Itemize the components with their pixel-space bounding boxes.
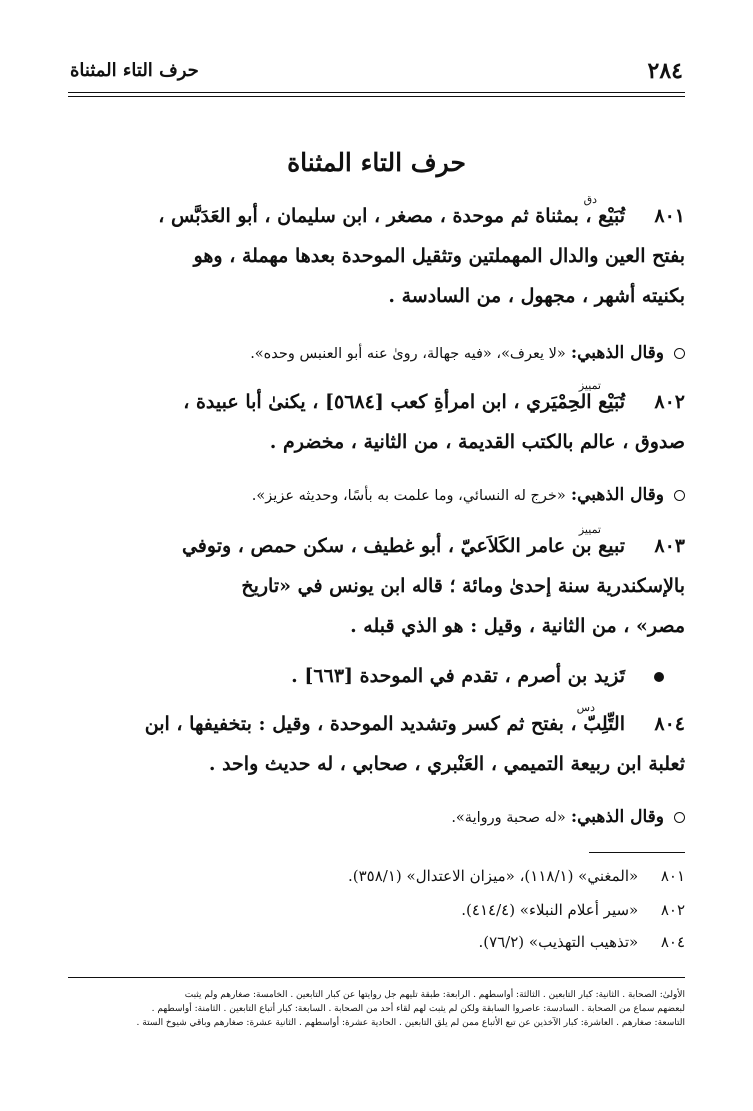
entry-number: ٨٠١ bbox=[654, 205, 685, 227]
tabaqat-legend bbox=[62, 988, 685, 1030]
entry-line: بفتح العين والدال المهملتين وتثقيل الموحدة بعدها مهملة ، وهو bbox=[193, 245, 685, 267]
note-label: وقال الذهبي: bbox=[570, 343, 664, 363]
running-title: حرف التاء المثناة bbox=[70, 60, 199, 81]
entry-number: ٨٠٣ bbox=[654, 535, 685, 557]
header-rule bbox=[68, 92, 685, 93]
note-label: وقال الذهبي: bbox=[570, 807, 664, 827]
header-rule bbox=[68, 96, 685, 97]
circle-marker-icon bbox=[674, 812, 685, 823]
entry-804 bbox=[56, 701, 685, 784]
entry-number: ٨٠٢ bbox=[654, 391, 685, 413]
footnote-rule bbox=[589, 852, 685, 853]
sigla: دق bbox=[583, 193, 597, 206]
note-quote: «لا يعرف»، «فيه جهالة، روىٰ عنه أبو العنبس وحده». bbox=[250, 346, 566, 362]
running-header bbox=[68, 56, 685, 92]
entry-803 bbox=[56, 523, 685, 646]
sigla: دس bbox=[576, 701, 595, 714]
legend-line: الأولىٰ: الصحابة . الثانية: كبار التابعين . الثالثة: أواسطهم . الرابعة: طبقة تليهم جل روايتها عن كبار التابعين . الخامسة: صغارهم ولم يثبت bbox=[184, 990, 685, 1000]
note-quote: «له صحبة ورواية». bbox=[451, 810, 566, 826]
dhahabi-note bbox=[56, 482, 685, 509]
entry-line: تُبَيْع الحِمْيَري ، ابن امرأةِ كعب [٥٦٨٤] ، يكنىٰ أبا عبيدة ، bbox=[183, 391, 625, 413]
entry-line: مصر» ، من الثانية ، وقيل : هو الذي قبله . bbox=[350, 615, 685, 637]
legend-line: التاسعة: صغارهم . العاشرة: كبار الآخذين عن تبع الأتباع ممن لم يلق التابعين . الحادية عشرة: أواسطهم . الثانية عشرة: صغارهم وباقي شيوخ الستة . bbox=[136, 1018, 685, 1028]
footnote bbox=[56, 866, 685, 886]
chapter-title: حرف التاء المثناة bbox=[287, 148, 466, 177]
footnote bbox=[56, 932, 685, 952]
page-number: ٢٨٤ bbox=[647, 58, 683, 84]
entry-number: ٨٠٤ bbox=[654, 713, 685, 735]
dhahabi-note bbox=[56, 804, 685, 831]
sigla: تمييز bbox=[578, 379, 601, 392]
footnote-number: ٨٠٤ bbox=[660, 933, 685, 951]
footnote-number: ٨٠٢ bbox=[660, 901, 685, 919]
footnote bbox=[56, 900, 685, 920]
bullet-icon bbox=[654, 672, 664, 682]
entry-line: تُبَيْع ، بمثناة ثم موحدة ، مصغر ، ابن سليمان ، أبو العَدَبَّس ، bbox=[158, 205, 625, 227]
entry-line: تبيع بن عامر الكَلاَعيّ ، أبو غطيف ، سكن حمص ، وتوفي bbox=[181, 535, 625, 557]
legend-rule bbox=[68, 977, 685, 978]
entry-line: بالإسكندرية سنة إحدىٰ ومائة ؛ قاله ابن يونس في «تاريخ bbox=[241, 575, 685, 597]
cross-reference-line: تَزيد بن أصرم ، تقدم في الموحدة [٦٦٣] . bbox=[291, 665, 625, 687]
entry-line: بكنيته أشهر ، مجهول ، من السادسة . bbox=[388, 285, 685, 307]
entry-802 bbox=[56, 379, 685, 462]
footnote-number: ٨٠١ bbox=[660, 867, 685, 885]
sigla: تمييز bbox=[578, 523, 601, 536]
note-quote: «خرج له النسائي، وما علمت به بأسًا، وحديثه عزيز». bbox=[251, 488, 566, 504]
circle-marker-icon bbox=[674, 348, 685, 359]
circle-marker-icon bbox=[674, 490, 685, 501]
legend-line: لبعضهم سماع من الصحابة . السادسة: عاصروا السابقة ولكن لم يثبت لهم لقاء أحد من الصحابة . السابعة: كبار أتباع التابعين . الثامنة: أواسطهم . bbox=[151, 1004, 685, 1014]
entry-801 bbox=[56, 193, 685, 316]
dhahabi-note bbox=[56, 340, 685, 367]
entry-line: التِّلِبّ ، بفتح ثم كسر وتشديد الموحدة ، وقيل : بتخفيفها ، ابن bbox=[144, 713, 625, 735]
footnote-text: «سير أعلام النبلاء» (٤١٤/٤). bbox=[461, 901, 639, 919]
entry-line: ثعلبة ابن ربيعة التميمي ، العَنْبري ، صحابي ، له حديث واحد . bbox=[208, 753, 685, 775]
footnote-text: «المغني» (١١٨/١)، «ميزان الاعتدال» (٣٥٨/١). bbox=[348, 867, 639, 885]
entry-line: صدوق ، عالم بالكتب القديمة ، من الثانية ، مخضرم . bbox=[269, 431, 685, 453]
note-label: وقال الذهبي: bbox=[570, 485, 664, 505]
footnote-text: «تذهيب التهذيب» (٧٦/٢). bbox=[478, 933, 639, 951]
